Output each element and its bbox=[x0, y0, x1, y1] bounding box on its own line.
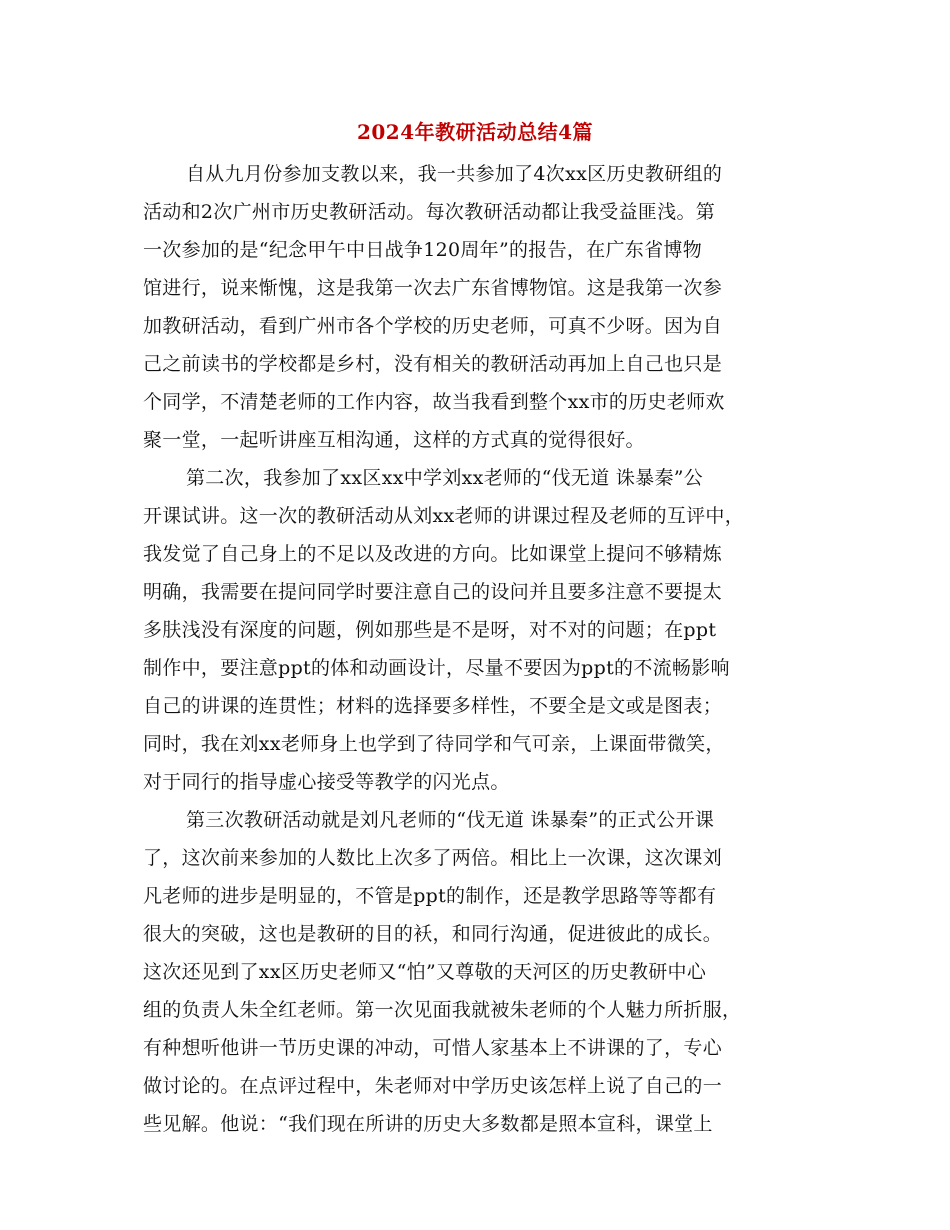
paragraph-3-line-5: 这次还见到了xx区历史老师又“怕”又尊敬的天河区的历史教研中心 bbox=[143, 961, 707, 983]
paragraph-3-line-8: 做讨论的。在点评过程中，朱老师对中学历史该怎样上说了自己的一 bbox=[143, 1075, 723, 1097]
paragraph-2-line-9: 对于同行的指导虚心接受等教学的闪光点。 bbox=[143, 771, 510, 793]
paragraph-1-line-2: 活动和2次广州市历史教研活动。每次教研活动都让我受益匪浅。第 bbox=[143, 201, 716, 223]
paragraph-2-line-3: 我发觉了自己身上的不足以及改进的方向。比如课堂上提问不够精炼 bbox=[143, 543, 723, 565]
paragraph-1-line-4: 馆进行，说来惭愧，这是我第一次去广东省博物馆。这是我第一次参 bbox=[143, 277, 723, 299]
paragraph-2-line-7: 自己的讲课的连贯性；材料的选择要多样性，不要全是文或是图表； bbox=[143, 695, 723, 717]
paragraph-2-line-5: 多肤浅没有深度的问题，例如那些是不是呀，对不对的问题；在ppt bbox=[143, 619, 717, 641]
paragraph-3-line-6: 组的负责人朱全红老师。第一次见面我就被朱老师的个人魅力所折服， bbox=[143, 999, 742, 1021]
paragraph-2-line-4: 明确，我需要在提问同学时要注意自己的设问并且要多注意不要提太 bbox=[143, 581, 723, 603]
document-title: 2024年教研活动总结4篇 bbox=[356, 120, 594, 144]
paragraph-2-line-8: 同时，我在刘xx老师身上也学到了待同学和气可亲，上课面带微笑， bbox=[143, 733, 725, 755]
paragraph-3-line-1: 第三次教研活动就是刘凡老师的“伐无道 诛暴秦”的正式公开课 bbox=[186, 809, 715, 831]
paragraph-1-line-1: 自从九月份参加支教以来，我一共参加了4次xx区历史教研组的 bbox=[186, 163, 723, 185]
paragraph-3-line-3: 凡老师的进步是明显的，不管是ppt的制作，还是教学思路等等都有 bbox=[143, 885, 717, 907]
paragraph-1-line-5: 加教研活动，看到广州市各个学校的历史老师，可真不少呀。因为自 bbox=[143, 315, 723, 337]
paragraph-2-line-6: 制作中，要注意ppt的体和动画设计，尽量不要因为ppt的不流畅影响 bbox=[143, 657, 730, 679]
paragraph-3-line-7: 有种想听他讲一节历史课的冲动，可惜人家基本上不讲课的了，专心 bbox=[143, 1037, 723, 1059]
paragraph-1-line-8: 聚一堂，一起听讲座互相沟通，这样的方式真的觉得很好。 bbox=[143, 429, 645, 451]
paragraph-3-line-2: 了，这次前来参加的人数比上次多了两倍。相比上一次课，这次课刘 bbox=[143, 847, 723, 869]
paragraph-2-line-2: 开课试讲。这一次的教研活动从刘xx老师的讲课过程及老师的互评中， bbox=[143, 505, 745, 527]
paragraph-1-line-7: 个同学，不清楚老师的工作内容，故当我看到整个xx市的历史老师欢 bbox=[143, 391, 725, 413]
paragraph-1-line-6: 己之前读书的学校都是乡村，没有相关的教研活动再加上自己也只是 bbox=[143, 353, 723, 375]
paragraph-2-line-1: 第二次，我参加了xx区xx中学刘xx老师的“伐无道 诛暴秦”公 bbox=[186, 467, 704, 489]
paragraph-3-line-4: 很大的突破，这也是教研的目的袄，和同行沟通，促进彼此的成长。 bbox=[143, 923, 723, 945]
paragraph-1-line-3: 一次参加的是“纪念甲午中日战争120周年”的报告，在广东省博物 bbox=[143, 239, 702, 261]
paragraph-3-line-9: 些见解。他说：“我们现在所讲的历史大多数都是照本宣科，课堂上 bbox=[143, 1113, 713, 1135]
